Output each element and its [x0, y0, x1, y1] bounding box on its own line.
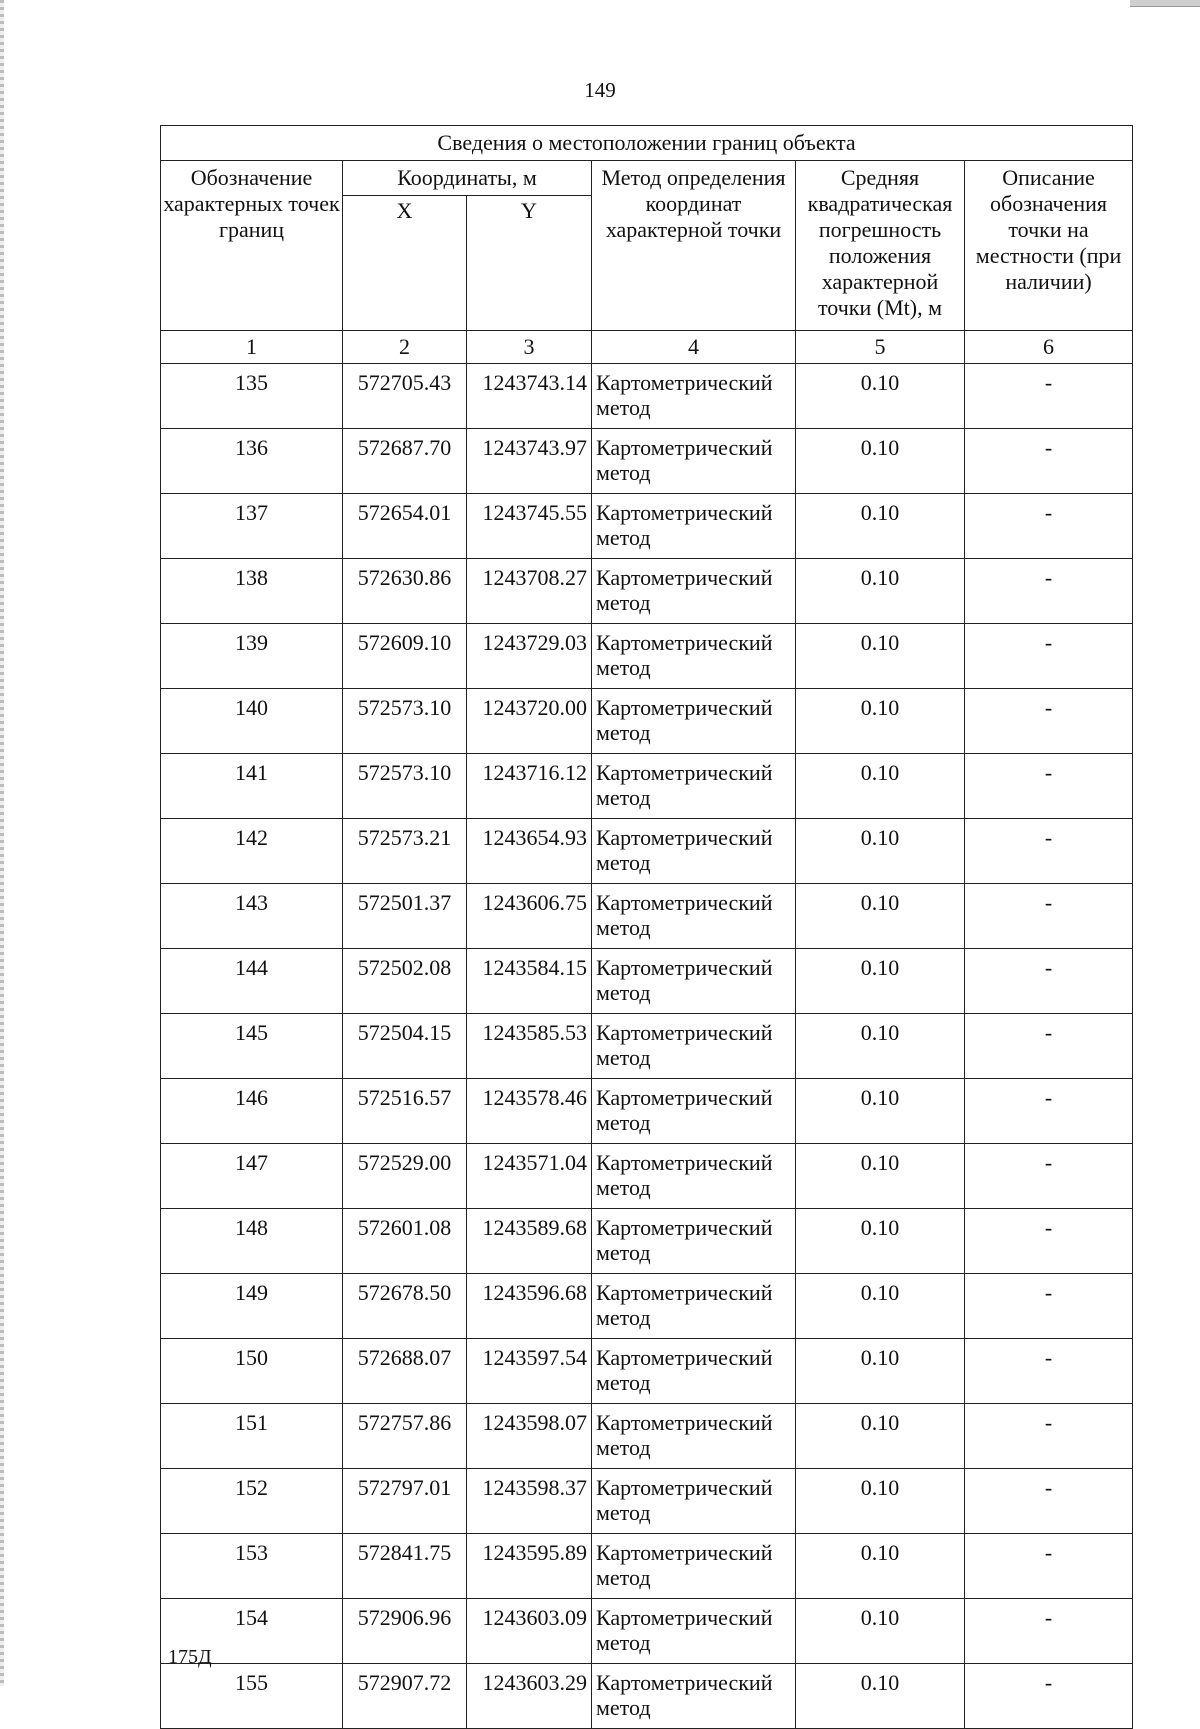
cell-x: 572907.72 — [343, 1664, 467, 1729]
table-row — [161, 1404, 1133, 1469]
cell-x: 572654.01 — [343, 494, 467, 559]
cell-description: - — [965, 949, 1133, 1014]
cell-x: 572687.70 — [343, 429, 467, 494]
cell-x: 572573.10 — [343, 689, 467, 754]
cell-x: 572573.10 — [343, 754, 467, 819]
header-description: Описание обозначения точки на местности (при наличии) — [965, 161, 1133, 331]
cell-y: 1243578.46 — [467, 1079, 592, 1144]
column-number: 5 — [796, 331, 965, 364]
cell-point: 154 — [161, 1599, 343, 1664]
cell-description: - — [965, 1664, 1133, 1729]
cell-point: 136 — [161, 429, 343, 494]
cell-x: 572797.01 — [343, 1469, 467, 1534]
cell-description: - — [965, 1599, 1133, 1664]
cell-x: 572630.86 — [343, 559, 467, 624]
table-row — [161, 364, 1133, 429]
cell-y: 1243654.93 — [467, 819, 592, 884]
cell-error: 0.10 — [796, 1274, 965, 1339]
cell-point: 144 — [161, 949, 343, 1014]
table-row — [161, 1664, 1133, 1729]
cell-error: 0.10 — [796, 1079, 965, 1144]
cell-error: 0.10 — [796, 1014, 965, 1079]
cell-error: 0.10 — [796, 1469, 965, 1534]
cell-description: - — [965, 364, 1133, 429]
cell-x: 572678.50 — [343, 1274, 467, 1339]
cell-x: 572757.86 — [343, 1404, 467, 1469]
table-row — [161, 1144, 1133, 1209]
cell-description: - — [965, 689, 1133, 754]
table-row — [161, 1209, 1133, 1274]
cell-point: 139 — [161, 624, 343, 689]
cell-method: Картометрический метод — [592, 1469, 796, 1534]
cell-method: Картометрический метод — [592, 1209, 796, 1274]
cell-point: 145 — [161, 1014, 343, 1079]
cell-x: 572906.96 — [343, 1599, 467, 1664]
cell-x: 572573.21 — [343, 819, 467, 884]
cell-method: Картометрический метод — [592, 624, 796, 689]
cell-x: 572502.08 — [343, 949, 467, 1014]
header-coordinates: Координаты, м — [343, 161, 592, 196]
header-point-designation: Обозначение характерных точек границ — [161, 161, 343, 331]
cell-error: 0.10 — [796, 1144, 965, 1209]
cell-x: 572501.37 — [343, 884, 467, 949]
cell-error: 0.10 — [796, 624, 965, 689]
cell-description: - — [965, 1144, 1133, 1209]
cell-method: Картометрический метод — [592, 819, 796, 884]
table-row — [161, 494, 1133, 559]
cell-error: 0.10 — [796, 1209, 965, 1274]
cell-point: 137 — [161, 494, 343, 559]
cell-method: Картометрический метод — [592, 1014, 796, 1079]
cell-method: Картометрический метод — [592, 559, 796, 624]
cell-method: Картометрический метод — [592, 754, 796, 819]
cell-description: - — [965, 1469, 1133, 1534]
column-number: 4 — [592, 331, 796, 364]
table-row — [161, 949, 1133, 1014]
cell-y: 1243603.29 — [467, 1664, 592, 1729]
cell-x: 572705.43 — [343, 364, 467, 429]
cell-point: 149 — [161, 1274, 343, 1339]
cell-method: Картометрический метод — [592, 884, 796, 949]
cell-x: 572504.15 — [343, 1014, 467, 1079]
cell-point: 146 — [161, 1079, 343, 1144]
cell-method: Картометрический метод — [592, 1534, 796, 1599]
cell-error: 0.10 — [796, 884, 965, 949]
cell-point: 143 — [161, 884, 343, 949]
header-mean-error: Средняя квадратическая погрешность положения характерной точки (Mt), м — [796, 161, 965, 331]
header-y: Y — [467, 196, 592, 331]
cell-point: 151 — [161, 1404, 343, 1469]
cell-point: 135 — [161, 364, 343, 429]
cell-description: - — [965, 429, 1133, 494]
table-row — [161, 754, 1133, 819]
table-row — [161, 689, 1133, 754]
cell-error: 0.10 — [796, 429, 965, 494]
column-number: 1 — [161, 331, 343, 364]
cell-y: 1243745.55 — [467, 494, 592, 559]
table-title: Сведения о местоположении границ объекта — [161, 126, 1133, 161]
cell-point: 147 — [161, 1144, 343, 1209]
header-method: Метод определения координат характерной точки — [592, 161, 796, 331]
cell-error: 0.10 — [796, 559, 965, 624]
cell-y: 1243571.04 — [467, 1144, 592, 1209]
cell-y: 1243584.15 — [467, 949, 592, 1014]
cell-method: Картометрический метод — [592, 1599, 796, 1664]
table-row — [161, 1274, 1133, 1339]
page-number: 149 — [584, 78, 616, 102]
cell-point: 138 — [161, 559, 343, 624]
cell-method: Картометрический метод — [592, 1404, 796, 1469]
cell-y: 1243597.54 — [467, 1339, 592, 1404]
cell-method: Картометрический метод — [592, 1339, 796, 1404]
cell-point: 141 — [161, 754, 343, 819]
table-row — [161, 559, 1133, 624]
cell-description: - — [965, 819, 1133, 884]
cell-x: 572609.10 — [343, 624, 467, 689]
cell-x: 572841.75 — [343, 1534, 467, 1599]
table-row — [161, 1469, 1133, 1534]
cell-method: Картометрический метод — [592, 1079, 796, 1144]
table-row — [161, 429, 1133, 494]
table-row — [161, 624, 1133, 689]
cell-error: 0.10 — [796, 689, 965, 754]
cell-point: 140 — [161, 689, 343, 754]
cell-method: Картометрический метод — [592, 1664, 796, 1729]
cell-y: 1243596.68 — [467, 1274, 592, 1339]
cell-description: - — [965, 559, 1133, 624]
cell-description: - — [965, 1404, 1133, 1469]
cell-error: 0.10 — [796, 364, 965, 429]
cell-x: 572529.00 — [343, 1144, 467, 1209]
cell-y: 1243720.00 — [467, 689, 592, 754]
cell-y: 1243595.89 — [467, 1534, 592, 1599]
cell-error: 0.10 — [796, 1339, 965, 1404]
cell-y: 1243598.37 — [467, 1469, 592, 1534]
cell-y: 1243708.27 — [467, 559, 592, 624]
cell-point: 148 — [161, 1209, 343, 1274]
cell-x: 572516.57 — [343, 1079, 467, 1144]
cell-error: 0.10 — [796, 819, 965, 884]
cell-method: Картометрический метод — [592, 429, 796, 494]
cell-x: 572601.08 — [343, 1209, 467, 1274]
cell-point: 153 — [161, 1534, 343, 1599]
table-row — [161, 819, 1133, 884]
cell-error: 0.10 — [796, 1599, 965, 1664]
header-x: X — [343, 196, 467, 331]
cell-description: - — [965, 494, 1133, 559]
document-code: 175Д — [168, 1646, 212, 1668]
cell-point: 152 — [161, 1469, 343, 1534]
cell-error: 0.10 — [796, 1534, 965, 1599]
cell-x: 572688.07 — [343, 1339, 467, 1404]
scan-edge-left — [0, 0, 4, 1686]
cell-error: 0.10 — [796, 1404, 965, 1469]
cell-y: 1243743.97 — [467, 429, 592, 494]
cell-description: - — [965, 624, 1133, 689]
cell-method: Картометрический метод — [592, 949, 796, 1014]
cell-description: - — [965, 1014, 1133, 1079]
cell-y: 1243716.12 — [467, 754, 592, 819]
cell-error: 0.10 — [796, 494, 965, 559]
cell-y: 1243589.68 — [467, 1209, 592, 1274]
cell-y: 1243743.14 — [467, 364, 592, 429]
table-row — [161, 1014, 1133, 1079]
cell-point: 150 — [161, 1339, 343, 1404]
cell-method: Картометрический метод — [592, 689, 796, 754]
cell-description: - — [965, 1079, 1133, 1144]
cell-point: 155 — [161, 1664, 343, 1729]
cell-method: Картометрический метод — [592, 494, 796, 559]
cell-description: - — [965, 1209, 1133, 1274]
scan-edge-top — [1130, 0, 1200, 7]
cell-point: 142 — [161, 819, 343, 884]
cell-y: 1243729.03 — [467, 624, 592, 689]
cell-method: Картометрический метод — [592, 1144, 796, 1209]
column-number: 2 — [343, 331, 467, 364]
table-row — [161, 1599, 1133, 1664]
cell-method: Картометрический метод — [592, 1274, 796, 1339]
column-number: 6 — [965, 331, 1133, 364]
cell-description: - — [965, 1274, 1133, 1339]
cell-method: Картометрический метод — [592, 364, 796, 429]
table-row — [161, 884, 1133, 949]
cell-y: 1243598.07 — [467, 1404, 592, 1469]
cell-y: 1243585.53 — [467, 1014, 592, 1079]
cell-description: - — [965, 754, 1133, 819]
cell-description: - — [965, 884, 1133, 949]
cell-y: 1243606.75 — [467, 884, 592, 949]
cell-error: 0.10 — [796, 754, 965, 819]
table-row — [161, 1339, 1133, 1404]
cell-y: 1243603.09 — [467, 1599, 592, 1664]
table-row — [161, 1534, 1133, 1599]
column-number: 3 — [467, 331, 592, 364]
cell-error: 0.10 — [796, 1664, 965, 1729]
boundary-points-table — [160, 125, 1133, 1729]
table-row — [161, 1079, 1133, 1144]
cell-description: - — [965, 1339, 1133, 1404]
cell-error: 0.10 — [796, 949, 965, 1014]
cell-description: - — [965, 1534, 1133, 1599]
